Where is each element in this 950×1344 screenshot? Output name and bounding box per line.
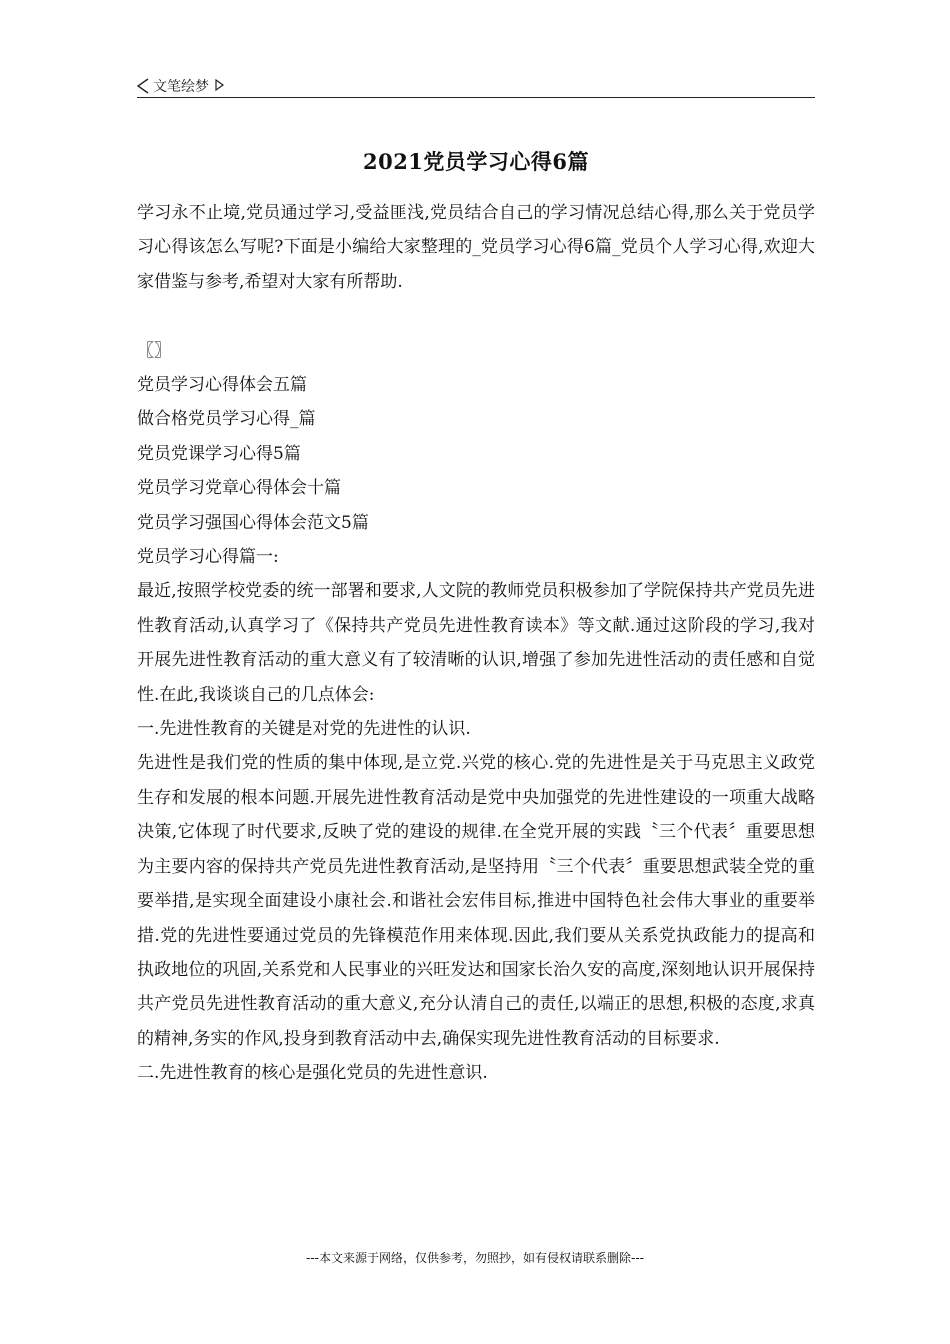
header-bar	[137, 74, 227, 98]
related-link[interactable]: 党员学习党章心得体会十篇	[137, 478, 341, 499]
body-paragraph: 最近,按照学校党委的统一部署和要求,人文院的教师党员积极参加了学院保持共产党员先进性教育活动,认真学习了《保持共产党员先进性教育读本》等文献.通过这阶段的学习,我对开展先进性教育活动的重大意义有了较清晰的认识,增强了参加先进性活动的责任感和自觉性.在此,我谈谈自己的几点体会:	[137, 581, 815, 705]
section-label: 党员学习心得篇一:	[137, 547, 279, 568]
section-heading: 一.先进性教育的关键是对党的先进性的认识.	[137, 719, 471, 740]
document-body	[137, 196, 815, 1091]
header-label: 文笔绘梦	[153, 79, 209, 95]
related-link[interactable]: 党员学习强国心得体会范文5篇	[137, 512, 369, 533]
blank-line	[137, 299, 815, 333]
page-title: 2021党员学习心得6篇	[362, 149, 590, 174]
triangle-right-icon	[215, 78, 227, 94]
triangle-left-icon	[137, 78, 149, 94]
related-link[interactable]: 党员党课学习心得5篇	[137, 443, 301, 464]
footer-disclaimer: ---本文来源于网络，仅供参考，勿照抄，如有侵权请联系删除---	[306, 1251, 644, 1265]
section-heading: 二.先进性教育的核心是强化党员的先进性意识.	[137, 1063, 488, 1084]
related-link[interactable]: 党员学习心得体会五篇	[137, 375, 307, 396]
related-link[interactable]: 做合格党员学习心得_篇	[137, 409, 316, 430]
intro-paragraph: 学习永不止境,党员通过学习,受益匪浅,党员结合自己的学习情况总结心得,那么关于党员学习心得该怎么写呢?下面是小编给大家整理的_党员学习心得6篇_党员个人学习心得,欢迎大家借鉴与参考,希望对大家有所帮助.	[137, 203, 815, 292]
body-paragraph: 先进性是我们党的性质的集中体现,是立党.兴党的核心.党的先进性是关于马克思主义政党生存和发展的根本问题.开展先进性教育活动是党中央加强党的先进性建设的一项重大战略决策,它体现了时代要求,反映了党的建设的规律.在全党开展的实践〝三个代表〞重要思想为主要内容的保持共产党员先进性教育活动,是坚持用〝三个代表〞重要思想武装全党的重要举措,是实现全面建设小康社会.和谐社会宏伟目标,推进中国特色社会伟大事业的重要举措.党的先进性要通过党员的先锋模范作用来体现.因此,我们要从关系党执政能力的提高和执政地位的巩固,关系党和人民事业的兴旺发达和国家长治久安的高度,深刻地认识开展保持共产党员先进性教育活动的重大意义,充分认清自己的责任,以端正的思想,积极的态度,求真的精神,务实的作风,投身到教育活动中去,确保实现先进性教育活动的目标要求.	[137, 753, 815, 1049]
header-divider	[137, 97, 815, 98]
link-bracket: 〖〗	[137, 340, 171, 361]
